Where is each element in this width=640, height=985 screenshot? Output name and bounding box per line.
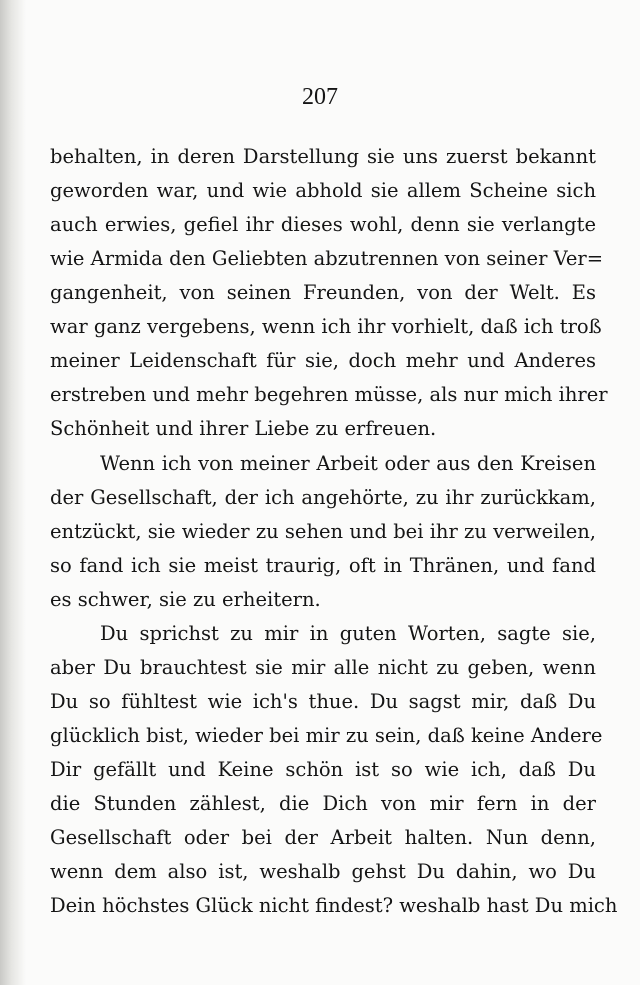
text-line: gangenheit, von seinen Freunden, von der Welt. Es (50, 281, 596, 304)
text-line: Schönheit und ihrer Liebe zu erfreuen. (50, 417, 437, 440)
text-line: es schwer, sie zu erheitern. (50, 588, 321, 611)
text-line: Dir gefällt und Keine schön ist so wie ich, daß Du (50, 758, 596, 781)
text-line: aber Du brauchtest sie mir alle nicht zu geben, wenn (50, 656, 596, 679)
paragraph-3 (50, 617, 618, 923)
text-line: entzückt, sie wieder zu sehen und bei ihr zu verweilen, (50, 520, 596, 543)
text-line: meiner Leidenschaft für sie, doch mehr und Anderes (50, 349, 596, 372)
page-number: 207 (302, 84, 338, 110)
text-line: behalten, in deren Darstellung sie uns zuerst bekannt (50, 145, 596, 168)
paragraph-1 (50, 140, 608, 446)
text-line: war ganz vergebens, wenn ich ihr vorhielt, daß ich troß (50, 315, 602, 338)
text-line: die Stunden zählest, die Dich von mir fern in der (50, 792, 596, 815)
text-line: Du sprichst zu mir in guten Worten, sagte sie, (100, 622, 596, 645)
paragraph-2 (50, 447, 596, 617)
text-line: Dein höchstes Glück nicht findest? weshalb hast Du mich (50, 894, 618, 917)
text-line: der Gesellschaft, der ich angehörte, zu ihr zurückkam, (50, 486, 596, 509)
text-line: so fand ich sie meist traurig, oft in Thränen, und fand (50, 554, 596, 577)
text-line: glücklich bist, wieder bei mir zu sein, daß keine Andere (50, 724, 603, 747)
text-line: Gesellschaft oder bei der Arbeit halten. Nun denn, (50, 826, 596, 849)
text-line: wenn dem also ist, weshalb gehst Du dahin, wo Du (50, 860, 596, 883)
text-line: erstreben und mehr begehren müsse, als nur mich ihrer (50, 383, 608, 406)
scanned-page-edge (0, 0, 26, 985)
text-line: wie Armida den Geliebten abzutrennen von seiner Ver= (50, 247, 604, 270)
text-line: auch erwies, gefiel ihr dieses wohl, denn sie verlangte (50, 213, 596, 236)
text-line: Du so fühltest wie ich's thue. Du sagst mir, daß Du (50, 690, 596, 713)
text-line: Wenn ich von meiner Arbeit oder aus den Kreisen (100, 452, 596, 475)
text-line: geworden war, und wie abhold sie allem Scheine sich (50, 179, 596, 202)
